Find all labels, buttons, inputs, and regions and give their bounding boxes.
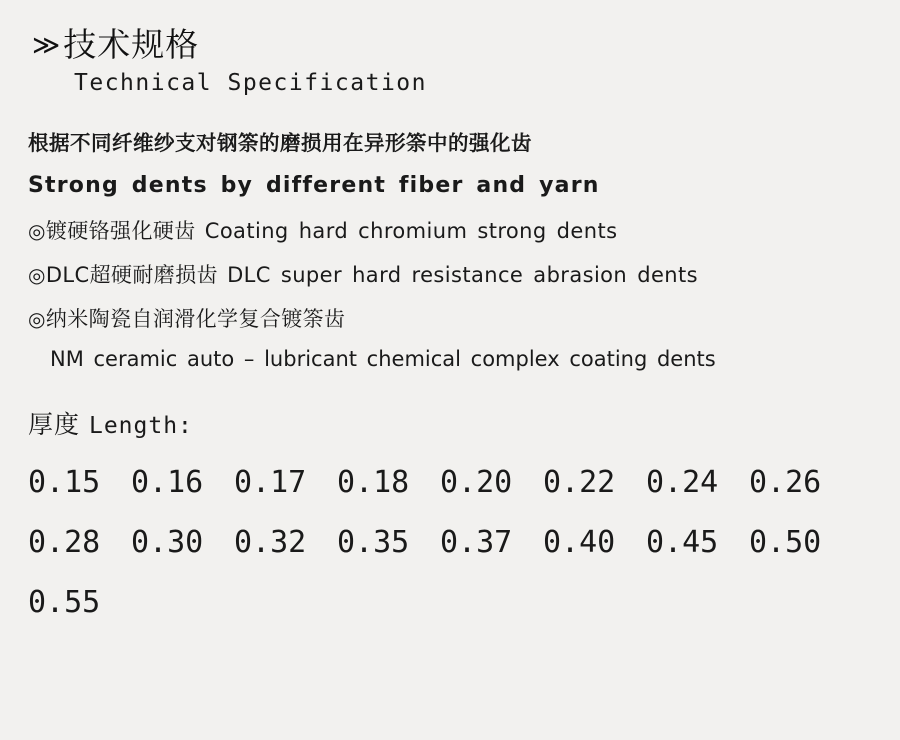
thickness-value: 0.18 [337,464,410,500]
thickness-row [28,513,872,573]
heading-en: Strong dents by different fiber and yarn [28,172,600,198]
thickness-value: 0.16 [131,464,204,500]
thickness-value: 0.30 [131,524,204,560]
specification-body [28,126,872,633]
page-subtitle: Technical Specification [74,69,427,96]
thickness-value: 0.35 [337,524,410,560]
bullet-circle-icon: ◎ [28,306,46,331]
bullet-circle-icon: ◎ [28,218,46,243]
thickness-value: 0.26 [749,464,822,500]
thickness-value: 0.40 [543,524,616,560]
list-item-cn: 纳米陶瓷自润滑化学复合镀筡齿 [45,306,346,331]
list-item-en: DLC super hard resistance abrasion dents [227,262,698,287]
thickness-value: 0.37 [440,524,513,560]
double-chevron-icon: ≫ [32,30,62,61]
page-title-cn: 技术规格 [63,25,200,64]
thickness-label-cn: 厚度 [28,409,81,439]
thickness-value: 0.20 [440,464,513,500]
heading-cn: 根据不同纤维纱支对钢筡的磨损用在异形筡中的强化齿 [28,130,532,155]
thickness-label-en: Length: [88,412,193,439]
list-item-subline: NM ceramic auto – lubricant chemical complex coating dents [50,346,716,371]
slide-header [32,26,872,96]
thickness-value: 0.32 [234,524,307,560]
list-item-en: Coating hard chromium strong dents [204,218,618,243]
thickness-value: 0.55 [28,584,101,620]
list-item [28,215,872,245]
thickness-value: 0.22 [543,464,616,500]
list-item-cn: DLC超硬耐磨损齿 [45,262,218,287]
thickness-value: 0.45 [646,524,719,560]
thickness-value: 0.15 [28,464,101,500]
page-title [32,26,872,64]
bullet-circle-icon: ◎ [28,262,46,287]
thickness-value: 0.50 [749,524,822,560]
list-item [28,259,872,289]
thickness-row [28,453,872,513]
thickness-value: 0.28 [28,524,101,560]
thickness-row [28,573,872,633]
thickness-values [28,453,872,633]
thickness-label [28,405,872,441]
thickness-value: 0.24 [646,464,719,500]
list-item [28,303,872,333]
list-item-cn: 镀硬铬强化硬齿 [45,218,196,243]
thickness-value: 0.17 [234,464,307,500]
